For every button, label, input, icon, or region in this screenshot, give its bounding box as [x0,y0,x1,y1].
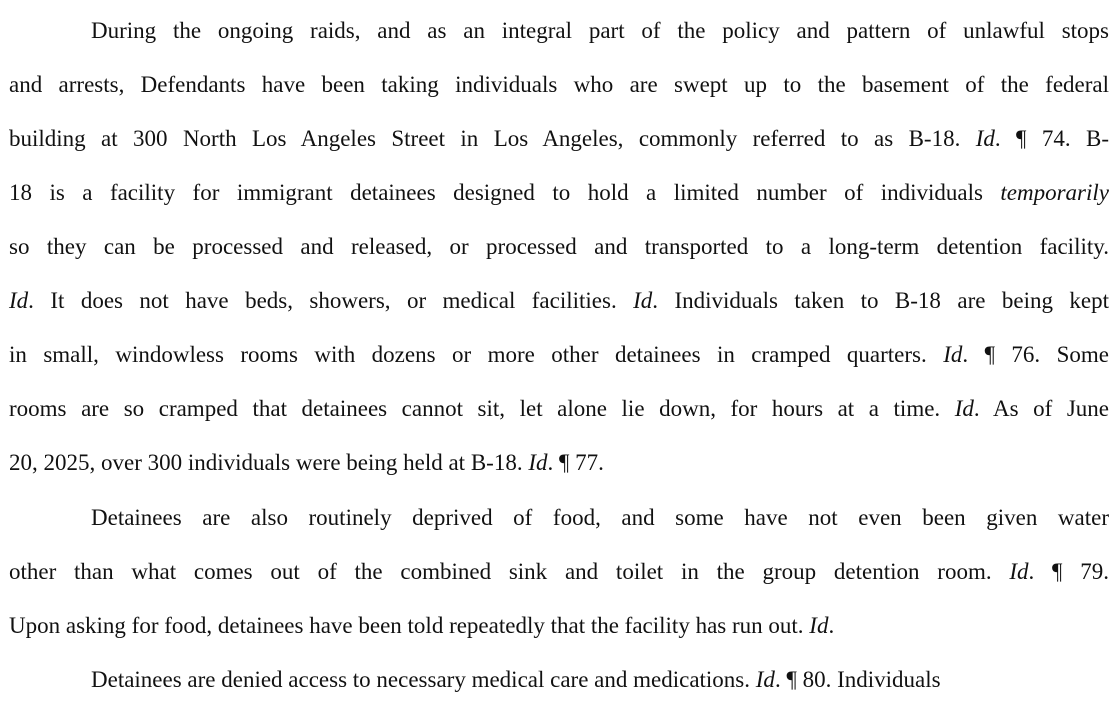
body-text: . ¶ 80. Individuals [774,667,941,692]
document-line [9,557,1109,587]
document-line [9,286,1109,316]
document-line [9,70,1109,100]
document-line [9,232,1109,262]
body-text: building at 300 North Los Angeles Street in Los Angeles, commonly referred to as B-18. [9,126,976,151]
citation-text: Id [755,667,775,692]
body-text: . ¶ 79. [1028,559,1109,584]
document-line [9,665,1109,695]
body-text: Detainees are also routinely deprived of food, and some have not even been given water [91,505,1109,530]
body-text: rooms are so cramped that detainees cannot sit, let alone lie down, for hours at a time. [9,396,955,421]
body-text: . ¶ 77. [547,450,604,475]
body-text: 18 is a facility for immigrant detainees designed to hold a limited number of individuals [9,180,1001,205]
body-text: . Individuals taken to B-18 are being kept [652,288,1109,313]
body-text: other than what comes out of the combined sink and toilet in the group detention room. [9,559,1010,584]
document-line [9,340,1109,370]
citation-text: temporarily [1000,180,1109,205]
document-line [9,16,1109,46]
body-text: 20, 2025, over 300 individuals were being held at B-18. [9,450,529,475]
body-text: and arrests, Defendants have been taking individuals who are swept up to the basement of the federal [9,72,1109,97]
citation-text: Id [975,126,995,151]
body-text: . As of June [973,396,1109,421]
document-line [9,448,1109,478]
body-text: . ¶ 74. B- [994,126,1110,151]
body-text: During the ongoing raids, and as an integral part of the policy and pattern of unlawful stops [91,18,1109,43]
body-text: so they can be processed and released, or processed and transported to a long-term detention facility. [9,234,1109,259]
citation-text: Id [809,613,829,638]
document-line [9,611,1109,641]
body-text: in small, windowless rooms with dozens or more other detainees in cramped quarters. [9,342,944,367]
document-line [9,124,1109,154]
body-text: Upon asking for food, detainees have been told repeatedly that the facility has run out. [9,613,810,638]
body-text: Detainees are denied access to necessary medical care and medications. [91,667,756,692]
document-line [9,394,1109,424]
citation-text: Id [633,288,653,313]
citation-text: Id [9,288,29,313]
document-line [9,178,1109,208]
body-text: . [828,613,835,638]
document-line [9,503,1109,533]
citation-text: Id [528,450,548,475]
citation-text: Id [954,396,974,421]
citation-text: Id [1009,559,1029,584]
body-text: . It does not have beds, showers, or medical facilities. [28,288,634,313]
citation-text: Id [943,342,963,367]
body-text: . ¶ 76. Some [962,342,1110,367]
